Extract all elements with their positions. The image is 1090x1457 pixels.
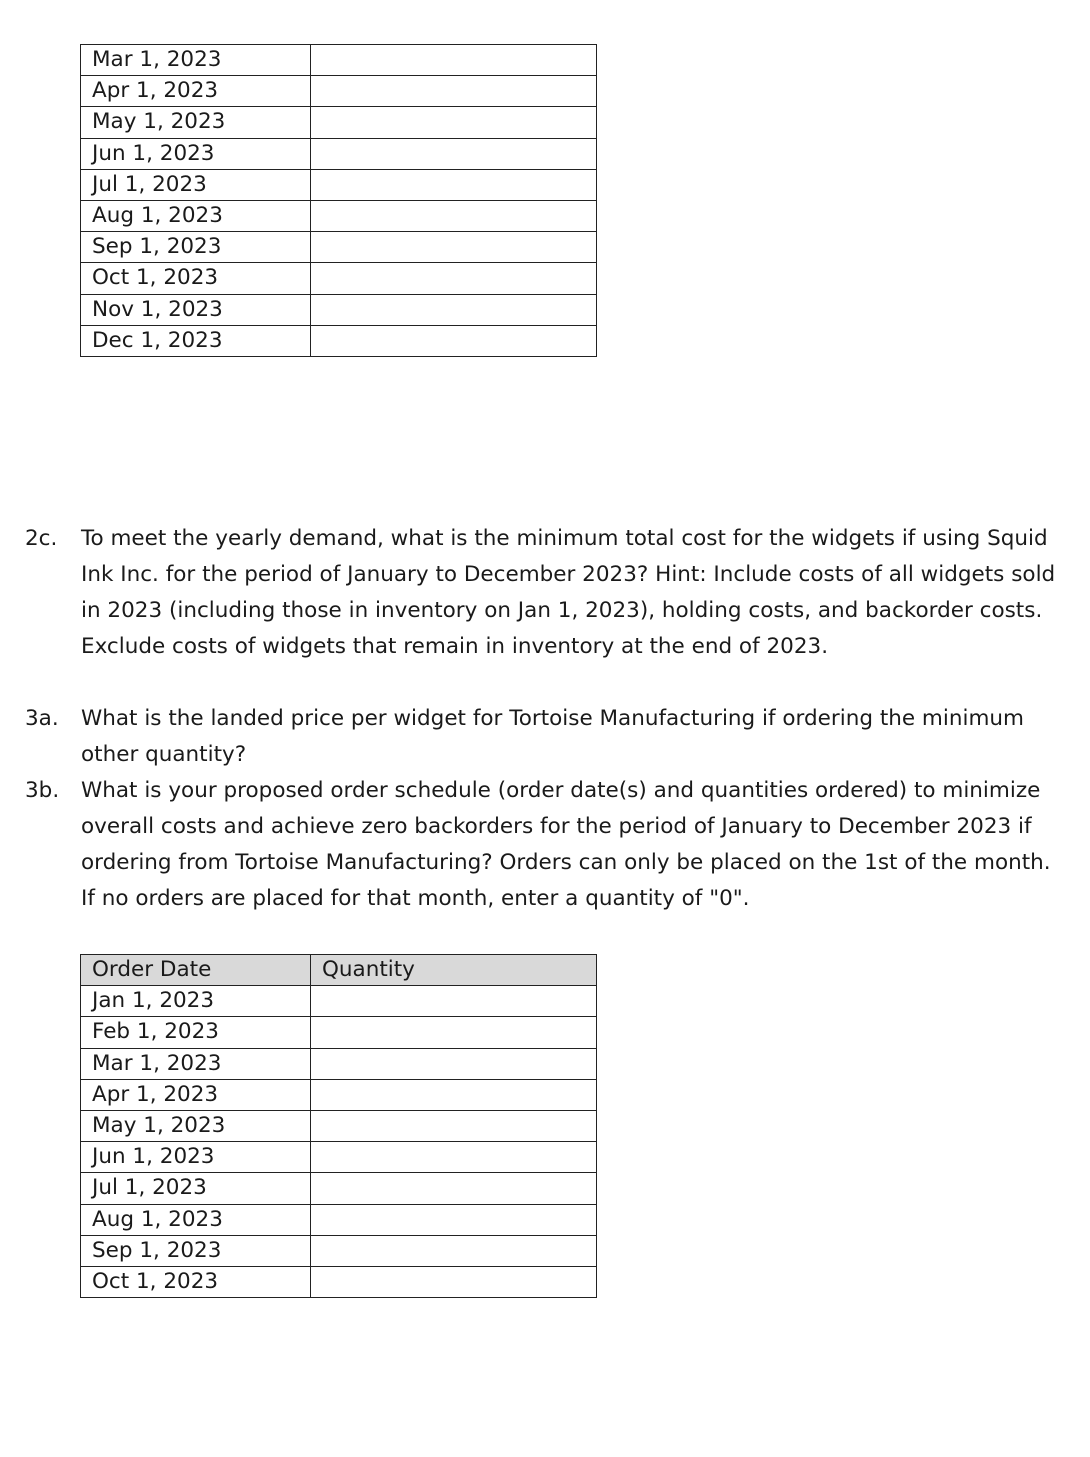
quantity-cell[interactable] xyxy=(311,294,597,325)
question-number: 2c. xyxy=(25,526,58,551)
date-cell: Sep 1, 2023 xyxy=(81,232,311,263)
table-row xyxy=(81,45,597,76)
quantity-cell[interactable] xyxy=(311,1173,597,1204)
table-row xyxy=(81,1204,597,1235)
table-row xyxy=(81,263,597,294)
date-cell: Sep 1, 2023 xyxy=(81,1235,311,1266)
date-cell: Jul 1, 2023 xyxy=(81,169,311,200)
quantity-cell[interactable] xyxy=(311,45,597,76)
order-date-header: Order Date xyxy=(81,955,311,986)
quantity-cell[interactable] xyxy=(311,1110,597,1141)
top-order-table xyxy=(80,44,597,357)
question-2c xyxy=(25,521,1065,665)
table-row xyxy=(81,232,597,263)
table-header-row xyxy=(81,955,597,986)
date-cell: Jun 1, 2023 xyxy=(81,1142,311,1173)
date-cell: May 1, 2023 xyxy=(81,1110,311,1141)
question-text: What is your proposed order schedule (order date(s) and quantities ordered) to minimize overall costs and achieve zero backorders for the period of January to December 2023 if ordering from Tortoise Manufacturing? Orders can only be placed on the 1st of the month. If no orders are placed for that month, enter a quantity of "0". xyxy=(81,778,1051,911)
quantity-cell[interactable] xyxy=(311,1142,597,1173)
question-number: 3a. xyxy=(25,706,59,731)
question-3b xyxy=(25,773,1065,917)
table-row xyxy=(81,1235,597,1266)
table-row xyxy=(81,1266,597,1297)
table-row xyxy=(81,986,597,1017)
date-cell: Nov 1, 2023 xyxy=(81,294,311,325)
quantity-cell[interactable] xyxy=(311,107,597,138)
table-row xyxy=(81,1048,597,1079)
date-cell: Aug 1, 2023 xyxy=(81,1204,311,1235)
table-row xyxy=(81,1110,597,1141)
quantity-header: Quantity xyxy=(311,955,597,986)
quantity-cell[interactable] xyxy=(311,1017,597,1048)
date-cell: Aug 1, 2023 xyxy=(81,200,311,231)
table-row xyxy=(81,200,597,231)
quantity-cell[interactable] xyxy=(311,325,597,356)
question-number: 3b. xyxy=(25,778,60,803)
table-row xyxy=(81,325,597,356)
date-cell: Mar 1, 2023 xyxy=(81,1048,311,1079)
quantity-cell[interactable] xyxy=(311,1235,597,1266)
table-row xyxy=(81,1173,597,1204)
date-cell: Feb 1, 2023 xyxy=(81,1017,311,1048)
table-row xyxy=(81,169,597,200)
date-cell: Jan 1, 2023 xyxy=(81,986,311,1017)
table-row xyxy=(81,107,597,138)
order-schedule-table xyxy=(80,954,597,1298)
quantity-cell[interactable] xyxy=(311,200,597,231)
date-cell: Apr 1, 2023 xyxy=(81,76,311,107)
table-row xyxy=(81,76,597,107)
table-row xyxy=(81,294,597,325)
date-cell: Jun 1, 2023 xyxy=(81,138,311,169)
table-row xyxy=(81,1142,597,1173)
date-cell: Apr 1, 2023 xyxy=(81,1079,311,1110)
quantity-cell[interactable] xyxy=(311,232,597,263)
date-cell: Oct 1, 2023 xyxy=(81,1266,311,1297)
quantity-cell[interactable] xyxy=(311,986,597,1017)
quantity-cell[interactable] xyxy=(311,169,597,200)
table-row xyxy=(81,1079,597,1110)
date-cell: May 1, 2023 xyxy=(81,107,311,138)
quantity-cell[interactable] xyxy=(311,138,597,169)
date-cell: Mar 1, 2023 xyxy=(81,45,311,76)
quantity-cell[interactable] xyxy=(311,1079,597,1110)
date-cell: Dec 1, 2023 xyxy=(81,325,311,356)
question-text: To meet the yearly demand, what is the minimum total cost for the widgets if using Squid Ink Inc. for the period of January to December 2023? Hint: Include costs of all widgets sold in 2023 (including those in inventory on Jan 1, 2023), holding costs, and backorder costs. Exclude costs of widgets that remain in inventory at the end of 2023. xyxy=(81,526,1056,659)
table-row xyxy=(81,1017,597,1048)
quantity-cell[interactable] xyxy=(311,263,597,294)
date-cell: Jul 1, 2023 xyxy=(81,1173,311,1204)
quantity-cell[interactable] xyxy=(311,1204,597,1235)
date-cell: Oct 1, 2023 xyxy=(81,263,311,294)
question-3a xyxy=(25,701,1065,773)
quantity-cell[interactable] xyxy=(311,1266,597,1297)
quantity-cell[interactable] xyxy=(311,76,597,107)
table-row xyxy=(81,138,597,169)
quantity-cell[interactable] xyxy=(311,1048,597,1079)
question-text: What is the landed price per widget for Tortoise Manufacturing if ordering the minimum other quantity? xyxy=(81,706,1024,767)
